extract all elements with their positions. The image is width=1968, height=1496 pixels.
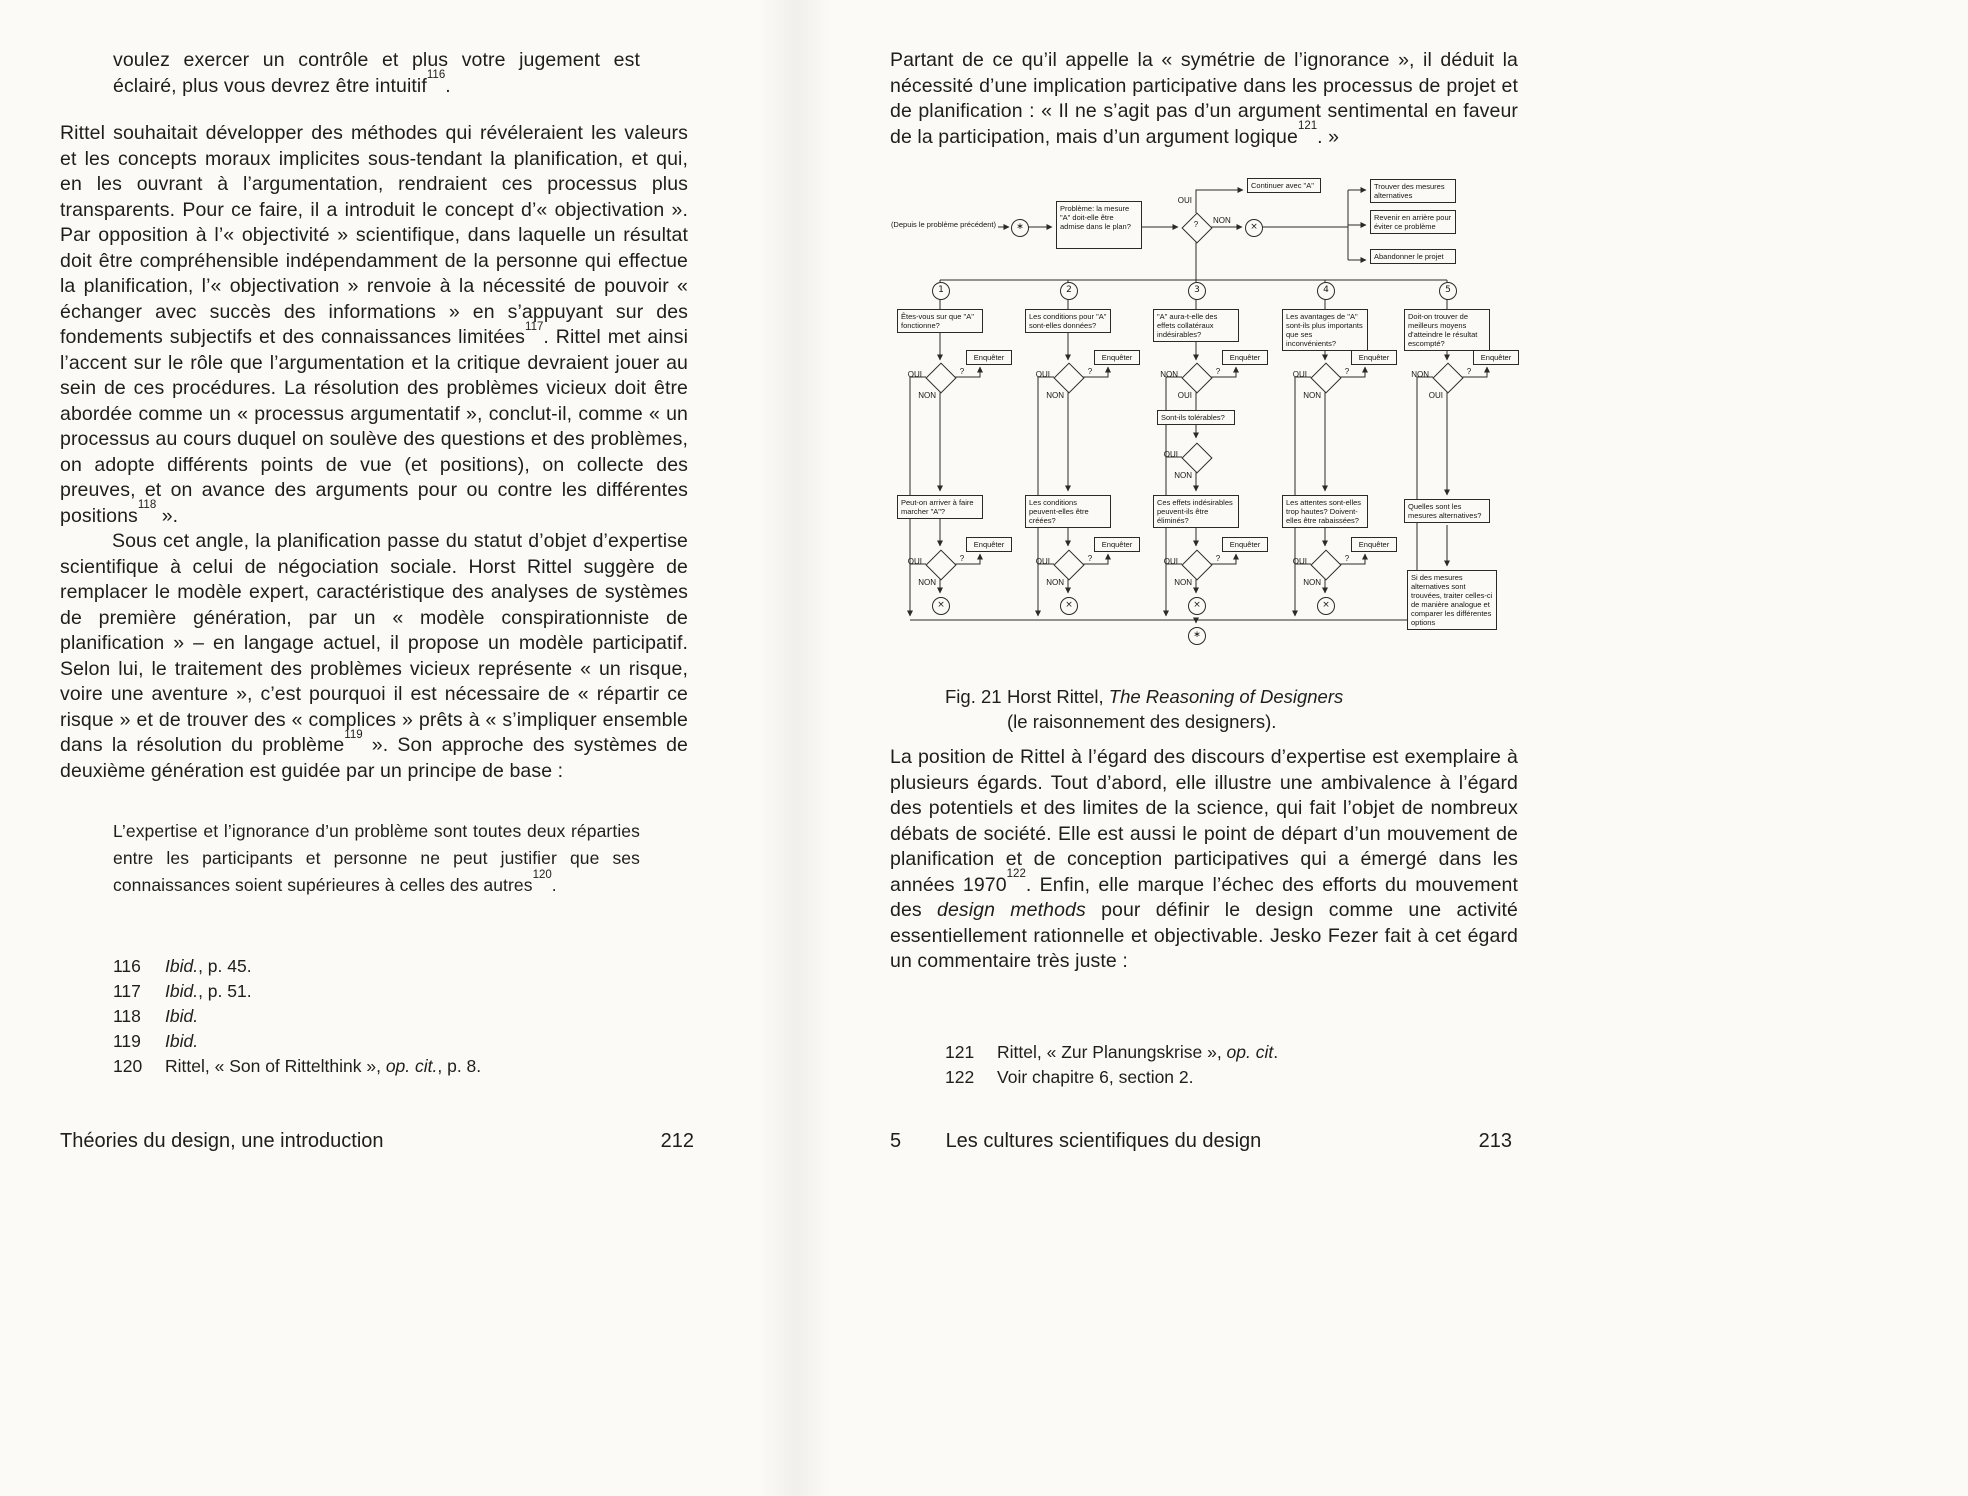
flow-label-oui: OUI bbox=[1035, 370, 1050, 379]
left-page-text-column bbox=[60, 48, 688, 1079]
flow-label-oui: OUI bbox=[907, 370, 922, 379]
flow-box-r2: Les conditions peuvent-elles être créées? bbox=[1025, 495, 1111, 528]
flow-label-oui: OUI bbox=[1428, 391, 1443, 400]
footnote-number: 120 bbox=[113, 1056, 143, 1076]
footnote-117 bbox=[113, 979, 673, 1004]
quote-continuation: voulez exercer un contrôle et plus votre jugement est éclairé, plus vous devrez être intuitif$^{116}$. bbox=[113, 49, 640, 97]
flow-stop-x-3: × bbox=[1188, 597, 1206, 615]
flow-box-q2: Les conditions pour "A" sont-elles données? bbox=[1025, 309, 1111, 333]
flow-label-oui: OUI bbox=[1035, 557, 1050, 566]
figure-caption-text: Horst Rittel, The Reasoning of Designers bbox=[1007, 686, 1344, 707]
flow-box-abandonner: Abandonner le projet bbox=[1370, 249, 1456, 264]
flow-box-q3: "A" aura-t-elle des effets collatéraux indésirables? bbox=[1153, 309, 1239, 342]
flow-label-oui: OUI bbox=[1163, 557, 1178, 566]
flow-box-problem: Problème: la mesure "A" doit-elle être admise dans le plan? bbox=[1056, 201, 1142, 249]
footnote-text: Voir chapitre 6, section 2. bbox=[997, 1067, 1194, 1087]
figure-caption-translation: (le raisonnement des designers). bbox=[1007, 711, 1277, 732]
paragraph-symetrie-ignorance: Partant de ce qu’il appelle la « symétrie de l’ignorance », il déduit la nécessité d’une implication participative dans les processus de projet et de planification : « Il ne s’agit pas d’un argument sentimental en faveur de la participation, mais d’un argument logique$^{121}$. » bbox=[890, 49, 1518, 148]
flowchart-fig21 bbox=[858, 170, 1548, 675]
flow-box-enqueter-6: Enquêter bbox=[966, 537, 1012, 552]
flow-label-question: ? bbox=[1215, 367, 1221, 376]
flow-label-question: ? bbox=[1344, 367, 1350, 376]
blockquote-expertise-ignorance: L’expertise et l’ignorance d’un problème sont toutes deux réparties entre les participants et personne ne peut justifier que ses connaissances soient supérieures à celles des autres$^{120}$. bbox=[113, 821, 640, 895]
flow-label-non: NON bbox=[1303, 391, 1321, 400]
flow-box-revenir-arriere: Revenir en arrière pour éviter ce problème bbox=[1370, 210, 1456, 234]
flow-label-non: NON bbox=[1160, 370, 1178, 379]
footnote-116 bbox=[113, 954, 673, 979]
flow-end-asterisk: ∗ bbox=[1188, 627, 1206, 645]
flow-box-r1: Peut-on arriver à faire marcher "A"? bbox=[897, 495, 983, 519]
flow-stop-x-4: × bbox=[1317, 597, 1335, 615]
flow-label-non: NON bbox=[918, 578, 936, 587]
flow-label-oui: OUI bbox=[1177, 391, 1192, 400]
flow-box-enqueter-4: Enquêter bbox=[1351, 350, 1397, 365]
footnote-text: Ibid., p. 45. bbox=[165, 956, 252, 976]
flow-box-enqueter-9: Enquêter bbox=[1351, 537, 1397, 552]
footnote-number: 117 bbox=[113, 981, 141, 1001]
flow-label-non: NON bbox=[1411, 370, 1429, 379]
footnote-119 bbox=[113, 1029, 673, 1054]
footnote-text: Ibid., p. 51. bbox=[165, 981, 252, 1001]
flow-label-non: NON bbox=[1174, 471, 1192, 480]
flow-label-question: ? bbox=[1087, 367, 1093, 376]
flow-branch-3: 3 bbox=[1188, 282, 1206, 300]
flow-label-non: NON bbox=[1046, 578, 1064, 587]
flow-label-oui: OUI bbox=[1292, 370, 1307, 379]
footnote-number: 121 bbox=[945, 1042, 975, 1062]
chapter-title: Les cultures scientifiques du design bbox=[945, 1130, 1262, 1152]
flow-label-question: ? bbox=[959, 367, 965, 376]
flow-box-q5: Doit-on trouver de meilleurs moyens d'atteindre le résultat escompté? bbox=[1404, 309, 1490, 351]
footnote-121 bbox=[945, 1040, 1505, 1065]
flow-box-enqueter-3: Enquêter bbox=[1222, 350, 1268, 365]
figure-number: Fig. 21 bbox=[945, 686, 1002, 707]
flow-branch-2: 2 bbox=[1060, 282, 1078, 300]
flow-stop-x-1: × bbox=[932, 597, 950, 615]
flow-label-question: ? bbox=[1344, 554, 1350, 563]
flow-box-tolerables: Sont-ils tolérables? bbox=[1157, 410, 1235, 425]
flow-label-oui: OUI bbox=[1177, 196, 1192, 205]
footnote-number: 122 bbox=[945, 1067, 975, 1087]
flow-label-oui: OUI bbox=[1292, 557, 1307, 566]
flow-label-non: NON bbox=[1213, 216, 1231, 225]
flow-box-r5: Quelles sont les mesures alternatives? bbox=[1404, 499, 1490, 523]
flow-box-continuer: Continuer avec "A" bbox=[1247, 178, 1321, 193]
flow-stop-x-top: × bbox=[1245, 219, 1263, 237]
footnote-text: Ibid. bbox=[165, 1031, 199, 1051]
flow-box-enqueter-2: Enquêter bbox=[1094, 350, 1140, 365]
flow-label-non: NON bbox=[918, 391, 936, 400]
footnote-text: Rittel, « Son of Rittelthink », op. cit., p. 8. bbox=[165, 1056, 482, 1076]
flow-stop-x-2: × bbox=[1060, 597, 1078, 615]
flow-box-enqueter-7: Enquêter bbox=[1094, 537, 1140, 552]
footnote-number: 118 bbox=[113, 1006, 141, 1026]
flow-branch-4: 4 bbox=[1317, 282, 1335, 300]
flow-label-question: ? bbox=[1193, 220, 1199, 229]
flow-box-r4: Les attentes sont-elles trop hautes? Doivent-elles être rabaissées? bbox=[1282, 495, 1368, 528]
flow-box-si-mesures: Si des mesures alternatives sont trouvées, traiter celles-ci de manière analogue et comparer les différentes options bbox=[1407, 570, 1497, 630]
footnote-120 bbox=[113, 1054, 673, 1079]
flow-branch-1: 1 bbox=[932, 282, 950, 300]
flow-branch-5: 5 bbox=[1439, 282, 1457, 300]
flow-box-enqueter-1: Enquêter bbox=[966, 350, 1012, 365]
footnotes-left bbox=[113, 954, 673, 1079]
running-footer-left bbox=[60, 1130, 694, 1153]
chapter-number: 5 bbox=[890, 1130, 902, 1152]
flow-start-asterisk: ∗ bbox=[1011, 219, 1029, 237]
flow-box-q4: Les avantages de "A" sont-ils plus importants que ses inconvénients? bbox=[1282, 309, 1368, 351]
page-gutter bbox=[760, 0, 830, 1496]
page-number-213: 213 bbox=[1478, 1130, 1512, 1152]
paragraph-position-rittel: La position de Rittel à l’égard des discours d’expertise est exemplaire à plusieurs égards. Tout d’abord, elle illustre une ambivalence à l’égard des potentiels et des limites de la science, qui fait l’objet de nombreux débats de société. Elle est aussi le point de départ d’un mouvement de planification et de conception participatives qui a émergé dans les années 1970$^{122}$. Enfin, elle marque l’échec des efforts du mouvement des design methods pour définir le design comme une activité essentiellement rationnelle et objectivable. Jesko Fezer fait à cet égard un commentaire très juste : bbox=[890, 746, 1518, 972]
flow-label-question: ? bbox=[1087, 554, 1093, 563]
flow-label-from-previous: (Depuis le problème précédent) bbox=[890, 220, 996, 229]
flow-box-trouver-mesures: Trouver des mesures alternatives bbox=[1370, 179, 1456, 203]
flow-box-enqueter-5: Enquêter bbox=[1473, 350, 1519, 365]
running-footer-right bbox=[890, 1130, 1512, 1153]
book-title: Théories du design, une introduction bbox=[60, 1130, 384, 1152]
flow-box-q1: Êtes-vous sur que "A" fonctionne? bbox=[897, 309, 983, 333]
footnote-number: 119 bbox=[113, 1031, 141, 1051]
flow-label-oui: OUI bbox=[907, 557, 922, 566]
flow-label-question: ? bbox=[959, 554, 965, 563]
flow-label-non: NON bbox=[1174, 578, 1192, 587]
flow-label-oui: OUI bbox=[1163, 450, 1178, 459]
flow-label-non: NON bbox=[1303, 578, 1321, 587]
flow-box-r3: Ces effets indésirables peuvent-ils être éliminés? bbox=[1153, 495, 1239, 528]
flow-label-question: ? bbox=[1466, 367, 1472, 376]
flow-label-question: ? bbox=[1215, 554, 1221, 563]
footnote-text: Rittel, « Zur Planungskrise », op. cit. bbox=[997, 1042, 1279, 1062]
figure-caption bbox=[945, 684, 1343, 734]
footnote-118 bbox=[113, 1004, 673, 1029]
footnote-number: 116 bbox=[113, 956, 141, 976]
paragraph-objectivation: Rittel souhaitait développer des méthodes qui révéleraient les valeurs et les concepts moraux implicites sous-tendant la planification, et qui, en les ouvrant à l’argumentation, rendraient ces processus plus transparents. Pour ce faire, il a introduit le concept d’« objectivation ». Par opposition à l’« objectivité » scientifique, dans laquelle un résultat doit être compréhensible indépendamment de la personne qui effectue la planification, l’« objectivation » renvoie à la nécessité de pouvoir « échanger avec succès des informations » en s’appuyant sur des fondements subjectifs et des connaissances limitées$^{117}$. Rittel met ainsi l’accent sur le rôle que l’argumentation et la critique devraient jouer au sein de ces procédures. La résolution des problèmes vicieux doit être abordée comme un « processus argumentatif », conclut-il, comme « un processus au cours duquel on soulève des questions et des problèmes, on adopte différents points de vue (et positions), on collecte des preuves, et on avance des arguments pour ou contre les différentes positions$^{118}$ ». bbox=[60, 122, 688, 527]
page-number-212: 212 bbox=[660, 1130, 694, 1152]
flow-label-non: NON bbox=[1046, 391, 1064, 400]
flow-box-enqueter-8: Enquêter bbox=[1222, 537, 1268, 552]
footnote-text: Ibid. bbox=[165, 1006, 199, 1026]
footnote-122 bbox=[945, 1065, 1505, 1090]
footnotes-right bbox=[945, 1040, 1505, 1090]
paragraph-negociation-sociale: Sous cet angle, la planification passe du statut d’objet d’expertise scientifique à celui de négociation sociale. Horst Rittel suggère de remplacer le modèle expert, caractéristique des analyses de systèmes de première génération, par un « modèle conspirationniste de planification » – en langage actuel, il propose un modèle participatif. Selon lui, le traitement des problèmes vicieux représente « un risque, voire une aventure », c’est pourquoi il est nécessaire de « répartir ce risque » et de trouver des « complices » prêts à « s’impliquer ensemble dans la résolution du problème$^{119}$ ». Son approche des systèmes de deuxième génération est guidée par un principe de base : bbox=[60, 530, 688, 782]
